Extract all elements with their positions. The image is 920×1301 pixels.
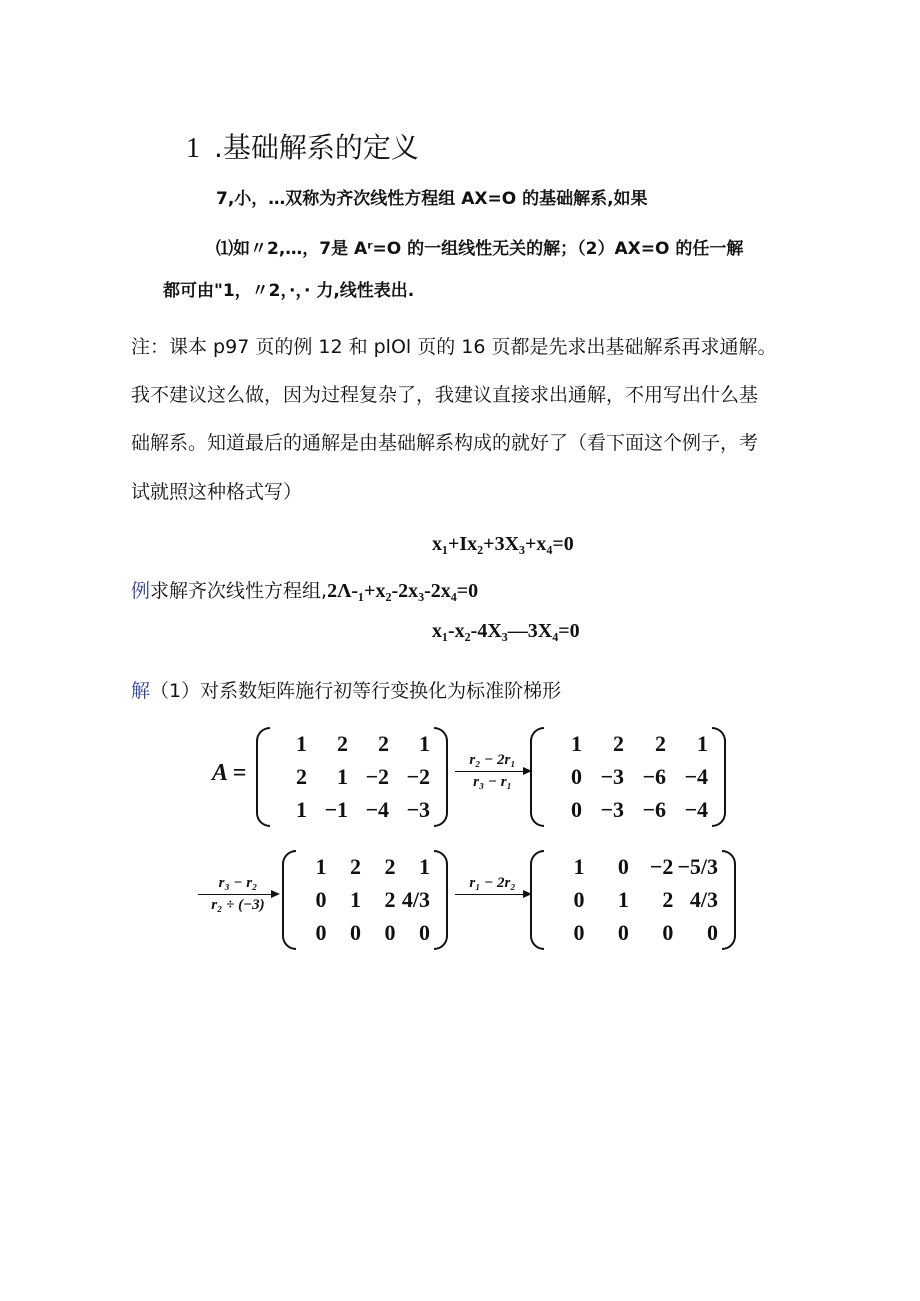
- matrix-a-label: A =: [212, 760, 247, 786]
- matrix-cell: 1: [315, 853, 327, 879]
- matrix-cell: 1: [419, 730, 430, 756]
- matrix-cell: 2: [378, 730, 389, 756]
- matrix-cell: −5/3: [677, 853, 718, 879]
- right-paren: [434, 850, 448, 950]
- matrix-cell: 2: [384, 886, 396, 912]
- definition-line-2: ⑴如〃2,…，7是 Aʳ=O 的一组线性无关的解；（2）AX=O 的任一解: [216, 239, 744, 259]
- matrix-cell: −1: [324, 797, 348, 823]
- right-paren: [434, 727, 448, 827]
- note-line-4: 试就照这种格式写）: [131, 481, 303, 503]
- matrix-cell: −3: [600, 797, 624, 823]
- matrix-cell: 0: [707, 920, 718, 946]
- equation-2: 2Λ-₁+x₂-2x₃-2x₄=0: [327, 580, 479, 602]
- matrix-cell: −4: [365, 797, 389, 823]
- matrix-cell: 2: [613, 730, 624, 756]
- section-heading: 1 .基础解系的定义: [186, 131, 419, 164]
- matrix-cell: 1: [350, 886, 361, 912]
- example-line: 例求解齐次线性方程组,2Λ-₁+x₂-2x₃-2x₄=0: [131, 580, 479, 602]
- matrix-cell: 0: [315, 920, 327, 946]
- matrix-cell: 1: [419, 853, 430, 879]
- matrix-cell: 1: [697, 730, 708, 756]
- row-op-arrow-3: r₁ − 2r₂: [455, 875, 530, 897]
- note-line-2: 我不建议这么做，因为过程复杂了，我建议直接求出通解，不用写出什么基: [131, 384, 759, 406]
- matrix-cell: 1: [296, 797, 307, 823]
- matrix-cell: 1: [573, 853, 585, 879]
- matrix-cell: 0: [571, 763, 582, 789]
- matrix-cell: −3: [600, 763, 624, 789]
- matrix-step-2: [282, 850, 448, 950]
- right-paren: [712, 727, 726, 827]
- matrix-cell: 0: [617, 920, 629, 946]
- matrix-cell: −4: [684, 797, 708, 823]
- solution-label: 解: [131, 680, 151, 702]
- left-paren: [256, 727, 270, 827]
- matrix-cell: 2: [662, 886, 674, 912]
- matrix-cell: 4/3: [401, 886, 430, 912]
- matrix-cell: −2: [649, 853, 674, 879]
- matrix-cell: −2: [406, 763, 430, 789]
- matrix-cell: 1: [296, 730, 307, 756]
- example-label: 例: [131, 580, 151, 602]
- matrix-cell: 2: [384, 853, 396, 879]
- matrix-cell: −6: [642, 763, 666, 789]
- matrix-cell: 0: [617, 853, 629, 879]
- matrix-cell: 0: [573, 920, 585, 946]
- definition-line-1: 7,小，…双称为齐次线性方程组 AX=O 的基础解系,如果: [216, 189, 648, 209]
- matrix-cell: −4: [684, 763, 708, 789]
- matrix-cell: 2: [337, 730, 348, 756]
- definition-line-3: 都可由"1，〃2，·，· 力,线性表出.: [163, 281, 415, 301]
- matrix-cell: 1: [337, 763, 348, 789]
- solution-line: 解（1）对系数矩阵施行初等行变换化为标准阶梯形: [131, 680, 562, 702]
- matrix-cell: −6: [642, 797, 666, 823]
- matrix-cell: 1: [617, 886, 629, 912]
- matrix-cell: 1: [571, 730, 582, 756]
- matrix-reduced: [530, 850, 736, 950]
- left-paren: [282, 850, 296, 950]
- matrix-cell: 0: [315, 886, 327, 912]
- matrix-cell: 0: [571, 797, 582, 823]
- equation-3: x₁-x₂-4X₃—3X₄=0: [432, 620, 580, 642]
- right-paren: [722, 850, 736, 950]
- matrix-cell: −2: [365, 763, 389, 789]
- row-op-arrow-1: r₂ − 2r₁ r₃ − r₁: [455, 752, 530, 791]
- matrix-step-1: [530, 727, 726, 827]
- row-op-arrow-2: r₃ − r₂ r₂ ÷ (−3): [198, 875, 278, 914]
- matrix-cell: 0: [573, 886, 585, 912]
- note-line-1: 注：课本 p97 页的例 12 和 plOl 页的 16 页都是先求出基础解系再求通解。: [131, 336, 777, 358]
- left-paren: [530, 727, 544, 827]
- equation-1: x₁+Ix₂+3X₃+x₄=0: [432, 533, 574, 555]
- left-paren: [530, 850, 544, 950]
- matrix-cell: 0: [662, 920, 674, 946]
- matrix-cell: 2: [350, 853, 361, 879]
- matrix-cell: 0: [419, 920, 430, 946]
- note-line-3: 础解系。知道最后的通解是由基础解系构成的就好了（看下面这个例子，考: [131, 432, 759, 454]
- matrix-cell: −3: [406, 797, 430, 823]
- matrix-cell: 2: [655, 730, 666, 756]
- matrix-cell: 2: [296, 763, 307, 789]
- matrix-cell: 0: [384, 920, 396, 946]
- matrix-cell: 4/3: [689, 886, 718, 912]
- matrix-cell: 0: [350, 920, 361, 946]
- matrix-original: [256, 727, 448, 827]
